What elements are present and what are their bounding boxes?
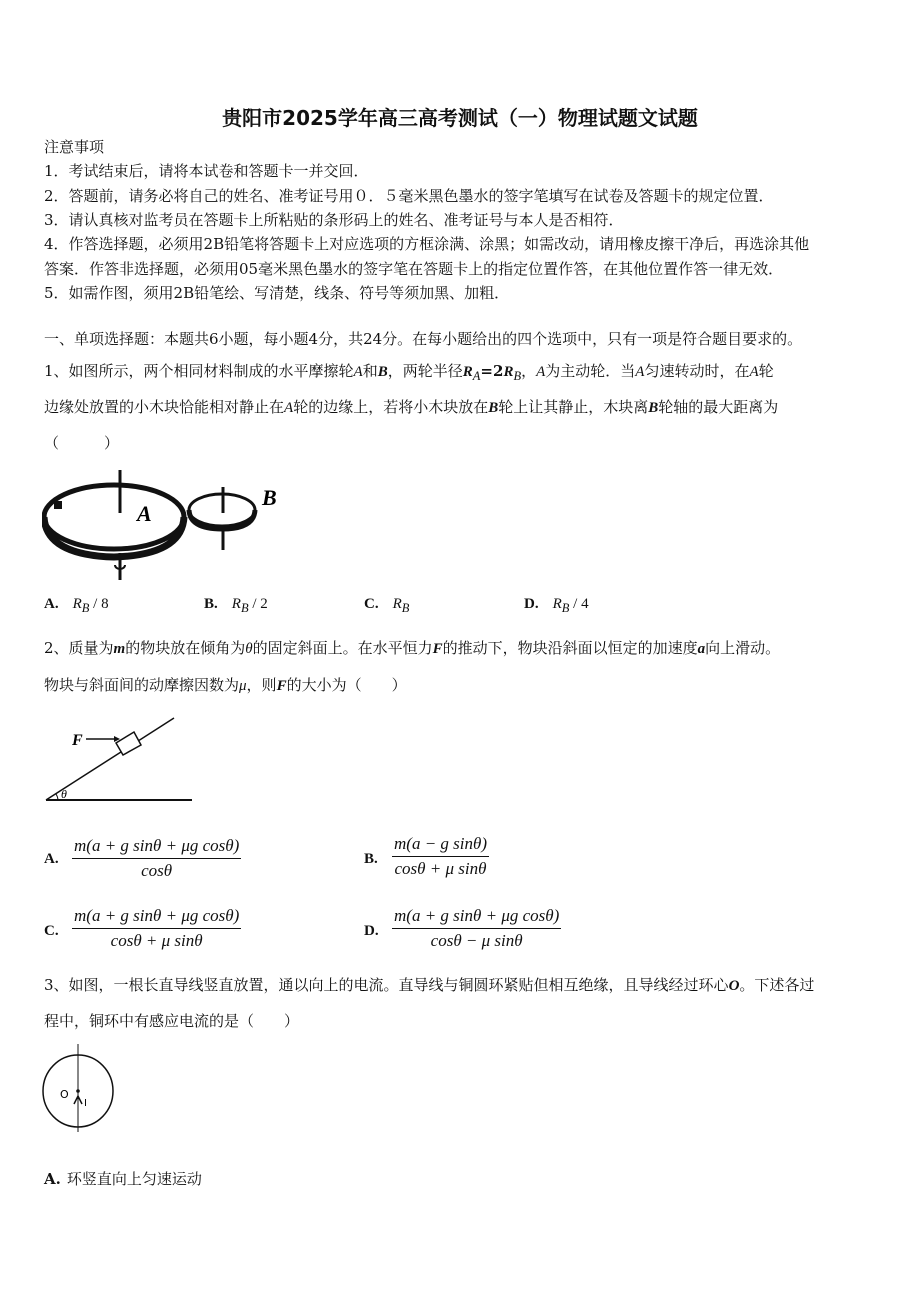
notice-item: 答案．作答非选择题，必须用05毫米黑色墨水的签字笔在答题卡上的指定位置作答，在其他位置作答一律无效． xyxy=(44,260,784,278)
question-3-line-1: 3、如图，一根长直导线竖直放置，通以向上的电流。直导线与铜圆环紧贴但相互绝缘，且导线经过环心O。下述各过 xyxy=(44,976,815,994)
q2-option-d-formula[interactable]: $\frac{\text{m(a + g sinθ + μg cosθ)}}{\text{cosθ − μ sinθ}}$ xyxy=(394,906,560,950)
incline-figure xyxy=(42,712,192,807)
question-2-line-1: 2、质量为m的物块放在倾角为θ的固定斜面上。在水平恒力F的推动下，物块沿斜面以恒定的加速度a向上滑动。 xyxy=(44,639,781,657)
q1-option-d[interactable]: D. $R_B / 4$ xyxy=(524,596,589,615)
answer-blank: （ ） xyxy=(44,434,120,452)
q2-option-c-formula[interactable]: $\frac{\text{m(a + g sinθ + μg cosθ)}}{\text{cosθ + μ sinθ}}$ xyxy=(74,906,240,950)
section-heading: 一、单项选择题：本题共6小题，每小题4分，共24分。在每小题给出的四个选项中，只有一项是符合题目要求的。 xyxy=(44,330,803,348)
q2-option-a-label[interactable]: A. xyxy=(44,851,59,867)
q2-option-d-label[interactable]: D. xyxy=(364,923,379,939)
question-3-line-2: 程中，铜环中有感应电流的是（ ） xyxy=(44,1012,300,1030)
q2-option-c-label[interactable]: C. xyxy=(44,923,59,939)
notice-heading: 注意事项 xyxy=(44,138,105,156)
center-o-label: O xyxy=(60,1088,69,1101)
q2-option-a-formula[interactable]: $\frac{\text{m(a + g sinθ + μg cosθ)}}{\cos\theta}$ xyxy=(74,836,240,880)
question-1-line-2: 边缘处放置的小木块恰能相对静止在A轮的边缘上，若将小木块放在B轮上让其静止，木块离B轮轴的最大距离为 xyxy=(44,398,779,416)
notice-item: 1．考试结束后，请将本试卷和答题卡一并交回． xyxy=(44,162,369,180)
notice-item: 3．请认真核对监考员在答题卡上所粘贴的条形码上的姓名、准考证号与本人是否相符． xyxy=(44,211,624,229)
q2-option-b-label[interactable]: B. xyxy=(364,851,378,867)
force-label: F xyxy=(72,732,83,749)
page-title: 贵阳市2025学年高三高考测试（一）物理试题文试题 xyxy=(222,106,698,130)
current-i-label: I xyxy=(84,1098,87,1109)
wheel-b-label: B xyxy=(262,485,277,510)
wire-ring-figure xyxy=(38,1044,120,1132)
notice-item: 5．如需作图，须用2B铅笔绘、写清楚，线条、符号等须加黑、加粗． xyxy=(44,284,510,302)
angle-label: θ xyxy=(61,787,67,801)
q1-option-a[interactable]: A. $R_B / 8$ xyxy=(44,596,109,615)
q1-option-c[interactable]: C. $R_B$ xyxy=(364,596,410,615)
q3-option-a[interactable]: A. 环竖直向上匀速运动 xyxy=(44,1170,202,1188)
q2-option-b-formula[interactable]: $\frac{\text{m(a − g sinθ)}}{\text{cosθ + μ sinθ}}$ xyxy=(394,834,488,878)
friction-wheels-figure xyxy=(42,465,302,580)
q1-option-b[interactable]: B. $R_B / 2$ xyxy=(204,596,268,615)
notice-item: 4．作答选择题，必须用2B铅笔将答题卡上对应选项的方框涂满、涂黑；如需改动，请用橡皮擦干净后，再选涂其他 xyxy=(44,235,810,253)
notice-item: 2．答题前，请务必将自己的姓名、准考证号用０．５毫米黑色墨水的签字笔填写在试卷及答题卡的规定位置． xyxy=(44,187,774,205)
question-1-line-1: 1、如图所示，两个相同材料制成的水平摩擦轮A和B，两轮半径$R_A=2R_B$，A为主动轮．当A匀速转动时，在A轮 xyxy=(44,362,774,383)
wheel-a-label: A xyxy=(137,501,152,526)
question-2-line-2: 物块与斜面间的动摩擦因数为μ，则F的大小为（ ） xyxy=(44,676,407,694)
